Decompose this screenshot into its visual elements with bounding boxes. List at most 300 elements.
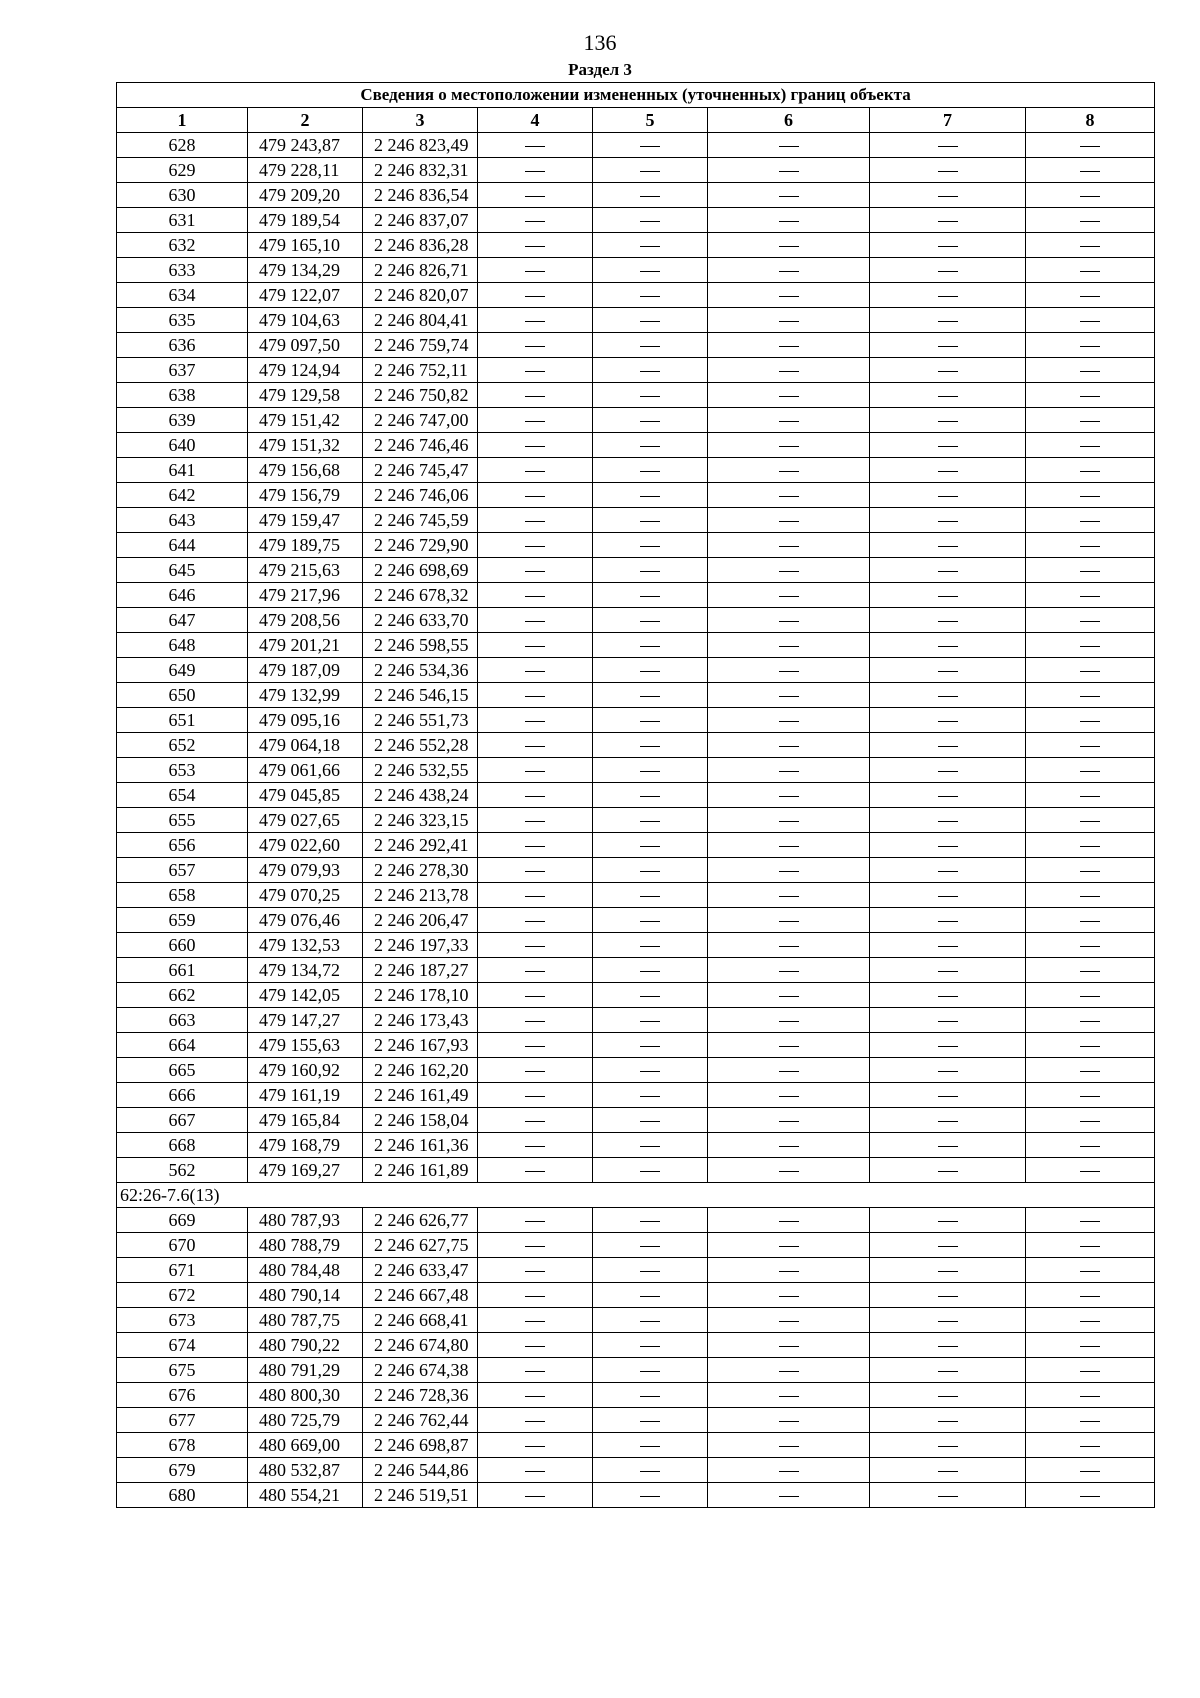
em-dash-mark xyxy=(640,171,660,172)
em-dash-mark xyxy=(779,796,799,797)
point-number-cell: 676 xyxy=(117,1383,248,1408)
empty-value-cell xyxy=(593,583,708,608)
em-dash-mark xyxy=(525,346,545,347)
empty-value-cell xyxy=(708,683,870,708)
em-dash-mark xyxy=(640,1171,660,1172)
em-dash-mark xyxy=(1080,596,1100,597)
em-dash-mark xyxy=(938,696,958,697)
empty-value-cell xyxy=(708,1258,870,1283)
point-number-cell: 634 xyxy=(117,283,248,308)
point-number-cell: 651 xyxy=(117,708,248,733)
x-coordinate-cell: 479 022,60 xyxy=(248,833,363,858)
em-dash-mark xyxy=(779,1271,799,1272)
em-dash-mark xyxy=(640,1121,660,1122)
empty-value-cell xyxy=(870,433,1026,458)
em-dash-mark xyxy=(640,696,660,697)
empty-value-cell xyxy=(708,133,870,158)
boundary-coordinates-table xyxy=(116,82,1155,1508)
em-dash-mark xyxy=(1080,971,1100,972)
x-coordinate-cell: 479 142,05 xyxy=(248,983,363,1008)
em-dash-mark xyxy=(1080,396,1100,397)
empty-value-cell xyxy=(478,1033,593,1058)
point-number-cell: 646 xyxy=(117,583,248,608)
x-coordinate-cell: 479 156,68 xyxy=(248,458,363,483)
table-row xyxy=(117,633,1155,658)
empty-value-cell xyxy=(870,1108,1026,1133)
em-dash-mark xyxy=(1080,771,1100,772)
empty-value-cell xyxy=(870,208,1026,233)
em-dash-mark xyxy=(1080,671,1100,672)
point-number-cell: 640 xyxy=(117,433,248,458)
empty-value-cell xyxy=(593,758,708,783)
em-dash-mark xyxy=(525,621,545,622)
em-dash-mark xyxy=(1080,346,1100,347)
point-number-cell: 677 xyxy=(117,1408,248,1433)
em-dash-mark xyxy=(640,1246,660,1247)
empty-value-cell xyxy=(1026,458,1155,483)
table-row xyxy=(117,483,1155,508)
y-coordinate-cell: 2 246 161,49 xyxy=(363,1083,478,1108)
em-dash-mark xyxy=(640,621,660,622)
y-coordinate-cell: 2 246 728,36 xyxy=(363,1383,478,1408)
x-coordinate-cell: 479 165,10 xyxy=(248,233,363,258)
empty-value-cell xyxy=(593,208,708,233)
y-coordinate-cell: 2 246 532,55 xyxy=(363,758,478,783)
em-dash-mark xyxy=(525,196,545,197)
em-dash-mark xyxy=(640,596,660,597)
empty-value-cell xyxy=(708,333,870,358)
empty-value-cell xyxy=(1026,1408,1155,1433)
em-dash-mark xyxy=(779,1471,799,1472)
point-number-cell: 652 xyxy=(117,733,248,758)
em-dash-mark xyxy=(938,846,958,847)
em-dash-mark xyxy=(525,896,545,897)
em-dash-mark xyxy=(779,446,799,447)
table-row xyxy=(117,1458,1155,1483)
empty-value-cell xyxy=(708,358,870,383)
empty-value-cell xyxy=(478,783,593,808)
empty-value-cell xyxy=(870,1208,1026,1233)
em-dash-mark xyxy=(640,371,660,372)
point-number-cell: 674 xyxy=(117,1333,248,1358)
em-dash-mark xyxy=(525,971,545,972)
empty-value-cell xyxy=(478,433,593,458)
empty-value-cell xyxy=(1026,883,1155,908)
em-dash-mark xyxy=(525,871,545,872)
y-coordinate-cell: 2 246 823,49 xyxy=(363,133,478,158)
empty-value-cell xyxy=(593,1308,708,1333)
point-number-cell: 671 xyxy=(117,1258,248,1283)
empty-value-cell xyxy=(593,1333,708,1358)
em-dash-mark xyxy=(779,1121,799,1122)
table-row xyxy=(117,158,1155,183)
empty-value-cell xyxy=(1026,1308,1155,1333)
empty-value-cell xyxy=(1026,1433,1155,1458)
em-dash-mark xyxy=(525,396,545,397)
x-coordinate-cell: 479 228,11 xyxy=(248,158,363,183)
em-dash-mark xyxy=(1080,1221,1100,1222)
em-dash-mark xyxy=(525,646,545,647)
em-dash-mark xyxy=(525,1046,545,1047)
empty-value-cell xyxy=(478,358,593,383)
em-dash-mark xyxy=(1080,446,1100,447)
em-dash-mark xyxy=(525,596,545,597)
y-coordinate-cell: 2 246 187,27 xyxy=(363,958,478,983)
empty-value-cell xyxy=(1026,208,1155,233)
table-row xyxy=(117,1158,1155,1183)
empty-value-cell xyxy=(870,133,1026,158)
empty-value-cell xyxy=(708,183,870,208)
em-dash-mark xyxy=(779,1346,799,1347)
em-dash-mark xyxy=(938,221,958,222)
em-dash-mark xyxy=(938,621,958,622)
empty-value-cell xyxy=(1026,933,1155,958)
em-dash-mark xyxy=(525,1246,545,1247)
empty-value-cell xyxy=(1026,1358,1155,1383)
empty-value-cell xyxy=(478,258,593,283)
em-dash-mark xyxy=(1080,1071,1100,1072)
em-dash-mark xyxy=(640,1071,660,1072)
empty-value-cell xyxy=(593,1408,708,1433)
empty-value-cell xyxy=(478,383,593,408)
em-dash-mark xyxy=(525,496,545,497)
y-coordinate-cell: 2 246 836,28 xyxy=(363,233,478,258)
em-dash-mark xyxy=(640,921,660,922)
empty-value-cell xyxy=(478,858,593,883)
empty-value-cell xyxy=(593,483,708,508)
empty-value-cell xyxy=(478,808,593,833)
em-dash-mark xyxy=(938,771,958,772)
empty-value-cell xyxy=(1026,1333,1155,1358)
em-dash-mark xyxy=(938,971,958,972)
em-dash-mark xyxy=(779,1396,799,1397)
table-row xyxy=(117,408,1155,433)
table-row xyxy=(117,558,1155,583)
em-dash-mark xyxy=(779,1171,799,1172)
em-dash-mark xyxy=(779,896,799,897)
em-dash-mark xyxy=(938,796,958,797)
y-coordinate-cell: 2 246 626,77 xyxy=(363,1208,478,1233)
empty-value-cell xyxy=(870,583,1026,608)
empty-value-cell xyxy=(1026,258,1155,283)
em-dash-mark xyxy=(1080,721,1100,722)
em-dash-mark xyxy=(779,1296,799,1297)
empty-value-cell xyxy=(870,633,1026,658)
table-row xyxy=(117,1358,1155,1383)
point-number-cell: 636 xyxy=(117,333,248,358)
em-dash-mark xyxy=(1080,271,1100,272)
empty-value-cell xyxy=(708,1208,870,1233)
em-dash-mark xyxy=(779,1221,799,1222)
x-coordinate-cell: 480 790,22 xyxy=(248,1333,363,1358)
group-header-row xyxy=(117,1183,1155,1208)
y-coordinate-cell: 2 246 292,41 xyxy=(363,833,478,858)
table-caption: Сведения о местоположении измененных (уточненных) границ объекта xyxy=(117,83,1155,108)
column-number: 3 xyxy=(363,108,478,133)
empty-value-cell xyxy=(1026,1383,1155,1408)
empty-value-cell xyxy=(1026,1158,1155,1183)
empty-value-cell xyxy=(1026,1208,1155,1233)
em-dash-mark xyxy=(938,1346,958,1347)
empty-value-cell xyxy=(593,233,708,258)
em-dash-mark xyxy=(938,1296,958,1297)
empty-value-cell xyxy=(708,508,870,533)
empty-value-cell xyxy=(870,833,1026,858)
empty-value-cell xyxy=(870,308,1026,333)
em-dash-mark xyxy=(525,546,545,547)
em-dash-mark xyxy=(525,1096,545,1097)
empty-value-cell xyxy=(593,833,708,858)
empty-value-cell xyxy=(708,958,870,983)
y-coordinate-cell: 2 246 627,75 xyxy=(363,1233,478,1258)
point-number-cell: 631 xyxy=(117,208,248,233)
em-dash-mark xyxy=(1080,521,1100,522)
y-coordinate-cell: 2 246 759,74 xyxy=(363,333,478,358)
empty-value-cell xyxy=(1026,783,1155,808)
em-dash-mark xyxy=(1080,896,1100,897)
empty-value-cell xyxy=(593,683,708,708)
table-row xyxy=(117,133,1155,158)
em-dash-mark xyxy=(640,1471,660,1472)
empty-value-cell xyxy=(870,1158,1026,1183)
y-coordinate-cell: 2 246 551,73 xyxy=(363,708,478,733)
y-coordinate-cell: 2 246 598,55 xyxy=(363,633,478,658)
empty-value-cell xyxy=(1026,708,1155,733)
empty-value-cell xyxy=(478,558,593,583)
em-dash-mark xyxy=(1080,1021,1100,1022)
em-dash-mark xyxy=(938,821,958,822)
table-row xyxy=(117,758,1155,783)
em-dash-mark xyxy=(938,1121,958,1122)
empty-value-cell xyxy=(478,1258,593,1283)
em-dash-mark xyxy=(938,346,958,347)
em-dash-mark xyxy=(640,1221,660,1222)
em-dash-mark xyxy=(938,446,958,447)
y-coordinate-cell: 2 246 552,28 xyxy=(363,733,478,758)
empty-value-cell xyxy=(708,1133,870,1158)
em-dash-mark xyxy=(1080,821,1100,822)
empty-value-cell xyxy=(1026,158,1155,183)
empty-value-cell xyxy=(1026,1483,1155,1508)
empty-value-cell xyxy=(593,1283,708,1308)
empty-value-cell xyxy=(478,458,593,483)
x-coordinate-cell: 480 791,29 xyxy=(248,1358,363,1383)
empty-value-cell xyxy=(593,408,708,433)
em-dash-mark xyxy=(938,271,958,272)
empty-value-cell xyxy=(1026,908,1155,933)
empty-value-cell xyxy=(870,908,1026,933)
y-coordinate-cell: 2 246 519,51 xyxy=(363,1483,478,1508)
em-dash-mark xyxy=(1080,546,1100,547)
empty-value-cell xyxy=(478,608,593,633)
em-dash-mark xyxy=(640,321,660,322)
column-number: 7 xyxy=(870,108,1026,133)
x-coordinate-cell: 479 159,47 xyxy=(248,508,363,533)
empty-value-cell xyxy=(593,808,708,833)
empty-value-cell xyxy=(870,283,1026,308)
em-dash-mark xyxy=(1080,1096,1100,1097)
em-dash-mark xyxy=(640,946,660,947)
em-dash-mark xyxy=(938,246,958,247)
empty-value-cell xyxy=(708,483,870,508)
point-number-cell: 649 xyxy=(117,658,248,683)
empty-value-cell xyxy=(478,1008,593,1033)
empty-value-cell xyxy=(478,983,593,1008)
y-coordinate-cell: 2 246 820,07 xyxy=(363,283,478,308)
em-dash-mark xyxy=(779,1321,799,1322)
empty-value-cell xyxy=(478,158,593,183)
empty-value-cell xyxy=(708,583,870,608)
x-coordinate-cell: 479 129,58 xyxy=(248,383,363,408)
empty-value-cell xyxy=(1026,1058,1155,1083)
empty-value-cell xyxy=(708,1033,870,1058)
empty-value-cell xyxy=(1026,983,1155,1008)
em-dash-mark xyxy=(1080,996,1100,997)
empty-value-cell xyxy=(593,1358,708,1383)
cadastral-number-label: 62:26-7.6(13) xyxy=(117,1183,1155,1208)
em-dash-mark xyxy=(640,146,660,147)
em-dash-mark xyxy=(640,796,660,797)
empty-value-cell xyxy=(478,533,593,558)
x-coordinate-cell: 479 104,63 xyxy=(248,308,363,333)
table-row xyxy=(117,933,1155,958)
x-coordinate-cell: 479 132,99 xyxy=(248,683,363,708)
point-number-cell: 675 xyxy=(117,1358,248,1383)
empty-value-cell xyxy=(593,1433,708,1458)
em-dash-mark xyxy=(938,1496,958,1497)
empty-value-cell xyxy=(708,1358,870,1383)
em-dash-mark xyxy=(1080,921,1100,922)
x-coordinate-cell: 479 151,32 xyxy=(248,433,363,458)
em-dash-mark xyxy=(525,671,545,672)
point-number-cell: 660 xyxy=(117,933,248,958)
em-dash-mark xyxy=(1080,296,1100,297)
empty-value-cell xyxy=(593,1058,708,1083)
empty-value-cell xyxy=(478,208,593,233)
em-dash-mark xyxy=(938,1446,958,1447)
em-dash-mark xyxy=(938,521,958,522)
empty-value-cell xyxy=(870,508,1026,533)
x-coordinate-cell: 479 217,96 xyxy=(248,583,363,608)
empty-value-cell xyxy=(478,1358,593,1383)
em-dash-mark xyxy=(1080,196,1100,197)
empty-value-cell xyxy=(478,708,593,733)
empty-value-cell xyxy=(870,558,1026,583)
empty-value-cell xyxy=(708,1158,870,1183)
column-number: 8 xyxy=(1026,108,1155,133)
empty-value-cell xyxy=(593,283,708,308)
y-coordinate-cell: 2 246 213,78 xyxy=(363,883,478,908)
empty-value-cell xyxy=(870,458,1026,483)
em-dash-mark xyxy=(1080,171,1100,172)
y-coordinate-cell: 2 246 197,33 xyxy=(363,933,478,958)
em-dash-mark xyxy=(525,371,545,372)
empty-value-cell xyxy=(478,283,593,308)
em-dash-mark xyxy=(779,421,799,422)
em-dash-mark xyxy=(938,1271,958,1272)
em-dash-mark xyxy=(779,1371,799,1372)
empty-value-cell xyxy=(1026,833,1155,858)
point-number-cell: 667 xyxy=(117,1108,248,1133)
empty-value-cell xyxy=(870,1083,1026,1108)
em-dash-mark xyxy=(1080,1046,1100,1047)
empty-value-cell xyxy=(593,358,708,383)
em-dash-mark xyxy=(525,1221,545,1222)
empty-value-cell xyxy=(1026,1033,1155,1058)
table-row xyxy=(117,1233,1155,1258)
table-row xyxy=(117,1133,1155,1158)
em-dash-mark xyxy=(525,1121,545,1122)
em-dash-mark xyxy=(938,721,958,722)
table-row xyxy=(117,1083,1155,1108)
x-coordinate-cell: 480 800,30 xyxy=(248,1383,363,1408)
empty-value-cell xyxy=(708,858,870,883)
em-dash-mark xyxy=(1080,246,1100,247)
em-dash-mark xyxy=(525,421,545,422)
empty-value-cell xyxy=(708,208,870,233)
y-coordinate-cell: 2 246 167,93 xyxy=(363,1033,478,1058)
em-dash-mark xyxy=(640,421,660,422)
x-coordinate-cell: 479 076,46 xyxy=(248,908,363,933)
empty-value-cell xyxy=(870,1383,1026,1408)
point-number-cell: 647 xyxy=(117,608,248,633)
em-dash-mark xyxy=(640,271,660,272)
em-dash-mark xyxy=(525,146,545,147)
empty-value-cell xyxy=(593,983,708,1008)
empty-value-cell xyxy=(870,983,1026,1008)
column-number: 2 xyxy=(248,108,363,133)
empty-value-cell xyxy=(870,1233,1026,1258)
point-number-cell: 639 xyxy=(117,408,248,433)
empty-value-cell xyxy=(478,908,593,933)
table-body xyxy=(117,133,1155,1508)
empty-value-cell xyxy=(708,1408,870,1433)
empty-value-cell xyxy=(478,308,593,333)
empty-value-cell xyxy=(1026,533,1155,558)
empty-value-cell xyxy=(870,1033,1026,1058)
point-number-cell: 630 xyxy=(117,183,248,208)
em-dash-mark xyxy=(938,1096,958,1097)
em-dash-mark xyxy=(779,571,799,572)
y-coordinate-cell: 2 246 674,38 xyxy=(363,1358,478,1383)
em-dash-mark xyxy=(1080,1171,1100,1172)
table-row xyxy=(117,283,1155,308)
empty-value-cell xyxy=(870,333,1026,358)
y-coordinate-cell: 2 246 750,82 xyxy=(363,383,478,408)
em-dash-mark xyxy=(640,821,660,822)
em-dash-mark xyxy=(1080,1346,1100,1347)
empty-value-cell xyxy=(1026,1458,1155,1483)
em-dash-mark xyxy=(779,1246,799,1247)
empty-value-cell xyxy=(870,858,1026,883)
em-dash-mark xyxy=(525,1396,545,1397)
em-dash-mark xyxy=(1080,871,1100,872)
table-row xyxy=(117,1108,1155,1133)
y-coordinate-cell: 2 246 698,87 xyxy=(363,1433,478,1458)
em-dash-mark xyxy=(938,646,958,647)
em-dash-mark xyxy=(779,846,799,847)
em-dash-mark xyxy=(1080,846,1100,847)
x-coordinate-cell: 479 079,93 xyxy=(248,858,363,883)
empty-value-cell xyxy=(1026,308,1155,333)
em-dash-mark xyxy=(1080,471,1100,472)
empty-value-cell xyxy=(593,458,708,483)
empty-value-cell xyxy=(478,1383,593,1408)
em-dash-mark xyxy=(640,1496,660,1497)
y-coordinate-cell: 2 246 158,04 xyxy=(363,1108,478,1133)
y-coordinate-cell: 2 246 745,59 xyxy=(363,508,478,533)
em-dash-mark xyxy=(525,246,545,247)
